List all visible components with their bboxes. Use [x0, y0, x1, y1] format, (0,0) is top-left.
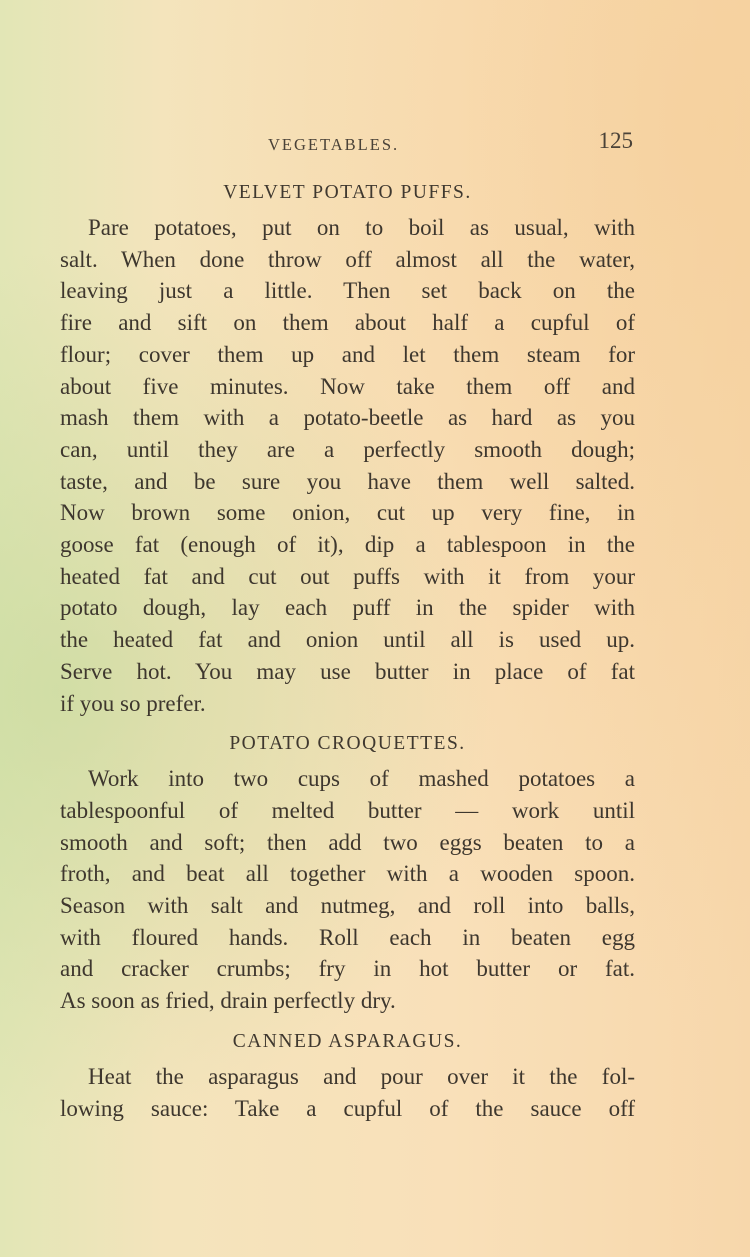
text-line: mash them with a potato-beetle as hard as you	[60, 405, 635, 431]
text-line: Heat the asparagus and pour over it the fol-	[88, 1063, 635, 1089]
text-line: salt. When done throw off almost all the water,	[60, 246, 635, 272]
recipe-title: POTATO CROQUETTES.	[229, 733, 466, 755]
recipe-body	[60, 212, 635, 719]
recipe-potato-croquettes	[60, 733, 635, 1017]
recipe-body	[60, 1061, 635, 1124]
text-line: with floured hands. Roll each in beaten egg	[60, 924, 635, 950]
text-line: the heated fat and onion until all is used up.	[60, 627, 635, 653]
text-line: lowing sauce: Take a cupful of the sauce off	[60, 1095, 635, 1121]
text-line: if you so prefer.	[60, 690, 206, 716]
book-page	[60, 128, 635, 1124]
text-line: As soon as fried, drain perfectly dry.	[60, 988, 396, 1014]
text-line: potato dough, lay each puff in the spider with	[60, 595, 635, 621]
text-line: Pare potatoes, put on to boil as usual, with	[88, 215, 635, 240]
text-line: froth, and beat all together with a wooden spoon.	[60, 861, 635, 887]
text-line: fire and sift on them about half a cupful of	[60, 310, 635, 336]
running-head	[60, 128, 635, 164]
recipe-title: VELVET POTATO PUFFS.	[223, 182, 472, 203]
text-line: Serve hot. You may use butter in place of fat	[60, 658, 635, 684]
text-line: taste, and be sure you have them well salted.	[60, 468, 635, 494]
text-line: goose fat (enough of it), dip a tablespoon in the	[60, 532, 635, 558]
text-line: can, until they are a perfectly smooth dough;	[60, 436, 635, 462]
text-line: leaving just a little. Then set back on the	[60, 278, 635, 304]
text-line: flour; cover them up and let them steam for	[60, 341, 635, 367]
text-line: Work into two cups of mashed potatoes a	[88, 766, 635, 792]
text-line: smooth and soft; then add two eggs beaten to a	[60, 829, 635, 855]
text-line: and cracker crumbs; fry in hot butter or fat.	[60, 956, 635, 982]
text-line: about five minutes. Now take them off and	[60, 373, 635, 399]
text-line: Now brown some onion, cut up very fine, in	[60, 500, 635, 526]
page-number: 125	[598, 128, 633, 153]
text-line: heated fat and cut out puffs with it from your	[60, 563, 635, 589]
recipe-title: CANNED ASPARAGUS.	[232, 1030, 463, 1052]
recipe-velvet-potato-puffs	[60, 182, 635, 719]
text-line: Season with salt and nutmeg, and roll into balls,	[60, 893, 635, 919]
recipe-body	[60, 763, 635, 1017]
recipe-canned-asparagus	[60, 1031, 635, 1124]
running-title: VEGETABLES.	[268, 135, 400, 154]
text-line: tablespoonful of melted butter — work until	[60, 797, 635, 823]
